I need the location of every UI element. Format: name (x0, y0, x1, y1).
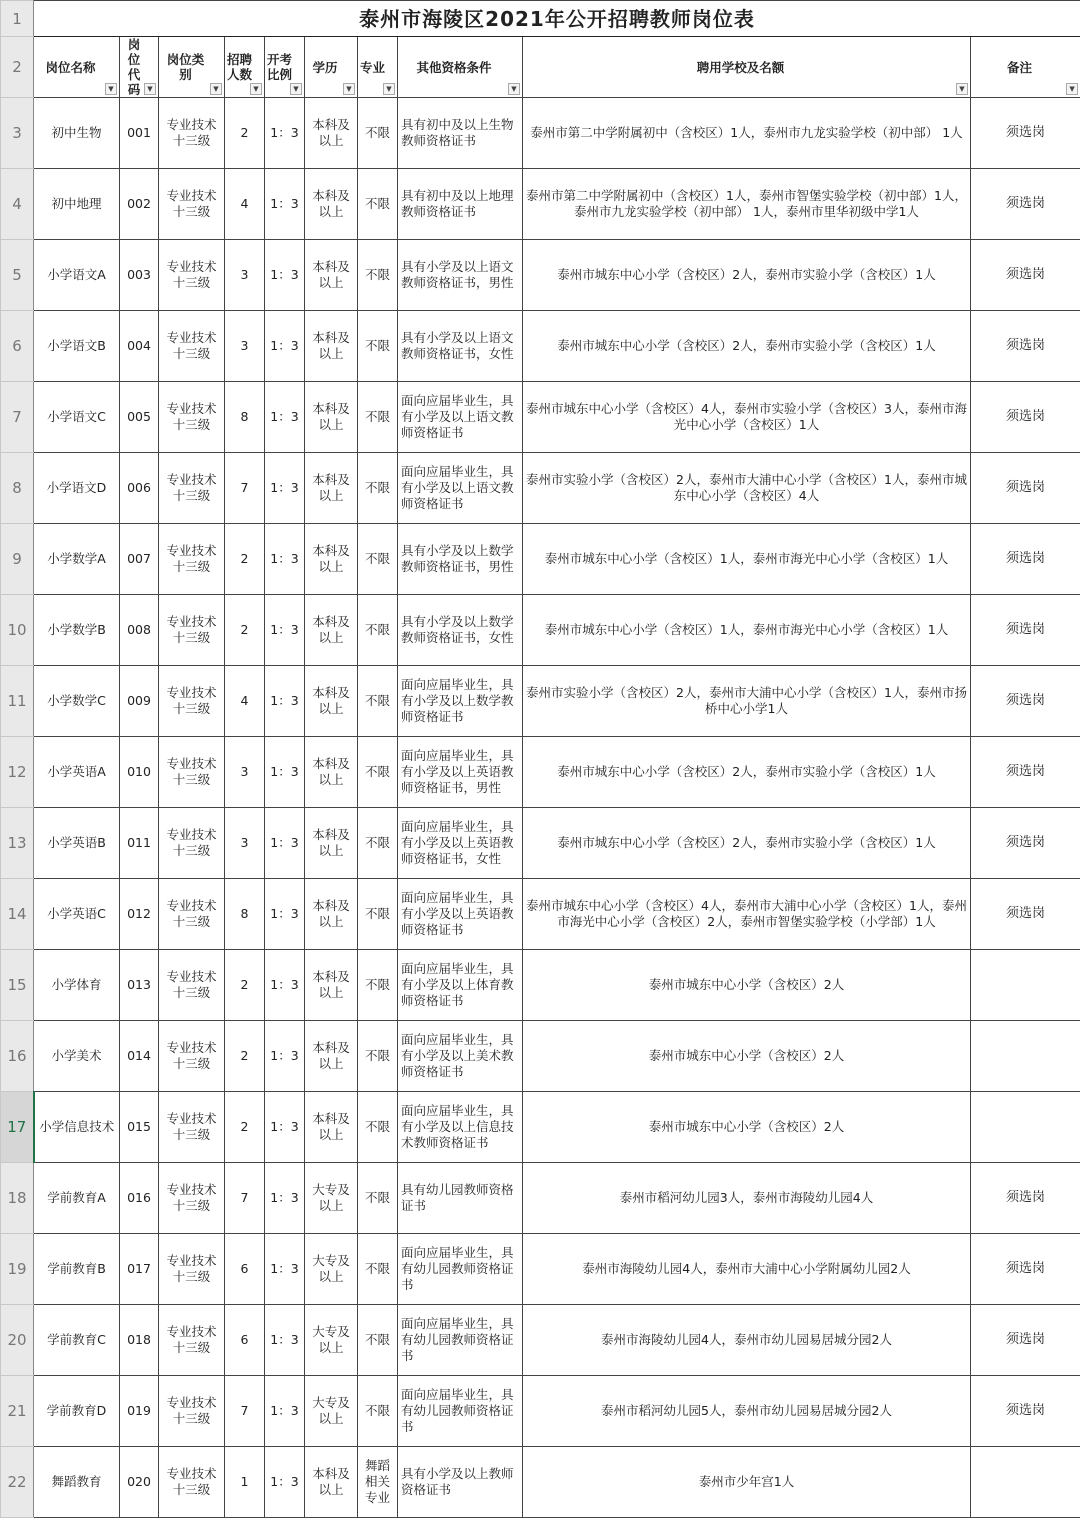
cell-recruit-count[interactable]: 6 (225, 1234, 265, 1305)
cell-exam-ratio[interactable]: 1：3 (265, 311, 305, 382)
cell-schools[interactable]: 泰州市城东中心小学（含校区）4人，泰州市实验小学（含校区）3人，泰州市海光中心小学（含校区）1人 (523, 382, 971, 453)
table-row (1, 382, 1080, 453)
header-count-label: 招聘人数 (227, 52, 253, 82)
cell-major[interactable]: 不限 (358, 169, 398, 240)
cell-schools[interactable]: 泰州市城东中心小学（含校区）2人 (523, 1092, 971, 1163)
cell-major[interactable]: 不限 (358, 453, 398, 524)
cell-position-name[interactable]: 小学英语B (34, 808, 120, 879)
cell-schools[interactable]: 泰州市少年宫1人 (523, 1447, 971, 1518)
cell-note[interactable]: 须选岗 (971, 311, 1080, 382)
table-row (1, 1092, 1080, 1163)
row-number[interactable]: 7 (1, 382, 34, 453)
filter-dropdown-icon[interactable]: ▼ (290, 83, 302, 95)
cell-exam-ratio[interactable]: 1：3 (265, 98, 305, 169)
cell-position-name[interactable]: 小学语文D (34, 453, 120, 524)
row-number[interactable]: 1 (1, 1, 34, 37)
table-row (1, 169, 1080, 240)
cell-education[interactable]: 大专及以上 (305, 1163, 358, 1234)
cell-conditions[interactable]: 具有小学及以上教师资格证书 (398, 1447, 523, 1518)
cell-position-code[interactable]: 018 (120, 1305, 159, 1376)
cell-position-code[interactable]: 011 (120, 808, 159, 879)
header-note[interactable] (971, 37, 1080, 98)
cell-position-code[interactable]: 006 (120, 453, 159, 524)
cell-position-name[interactable]: 小学英语C (34, 879, 120, 950)
cell-position-category[interactable]: 专业技术十三级 (159, 1447, 225, 1518)
cell-position-code[interactable]: 007 (120, 524, 159, 595)
cell-exam-ratio[interactable]: 1：3 (265, 524, 305, 595)
cell-note[interactable] (971, 1092, 1080, 1163)
cell-position-category[interactable]: 专业技术十三级 (159, 950, 225, 1021)
cell-education[interactable]: 大专及以上 (305, 1234, 358, 1305)
cell-position-name[interactable]: 学前教育A (34, 1163, 120, 1234)
cell-position-category[interactable]: 专业技术十三级 (159, 595, 225, 666)
cell-schools[interactable]: 泰州市城东中心小学（含校区）2人 (523, 1021, 971, 1092)
table-row (1, 1376, 1080, 1447)
header-count[interactable] (225, 37, 265, 98)
cell-conditions[interactable]: 面向应届毕业生，具有幼儿园教师资格证书 (398, 1376, 523, 1447)
filter-dropdown-icon[interactable]: ▼ (956, 83, 968, 95)
header-conditions-label: 其他资格条件 (416, 59, 492, 75)
cell-education[interactable]: 本科及以上 (305, 453, 358, 524)
table-row (1, 1305, 1080, 1376)
cell-position-category[interactable]: 专业技术十三级 (159, 808, 225, 879)
table-row (1, 311, 1080, 382)
cell-position-category[interactable]: 专业技术十三级 (159, 1021, 225, 1092)
cell-schools[interactable]: 泰州市海陵幼儿园4人，泰州市大浦中心小学附属幼儿园2人 (523, 1234, 971, 1305)
cell-position-code[interactable]: 012 (120, 879, 159, 950)
cell-schools[interactable]: 泰州市海陵幼儿园4人，泰州市幼儿园易居城分园2人 (523, 1305, 971, 1376)
cell-conditions[interactable]: 面向应届毕业生，具有小学及以上体育教师资格证书 (398, 950, 523, 1021)
cell-major[interactable]: 不限 (358, 808, 398, 879)
cell-note[interactable]: 须选岗 (971, 737, 1080, 808)
cell-recruit-count[interactable]: 8 (225, 382, 265, 453)
cell-recruit-count[interactable]: 3 (225, 240, 265, 311)
row-number[interactable]: 12 (1, 737, 34, 808)
cell-position-name[interactable]: 小学体育 (34, 950, 120, 1021)
cell-major[interactable]: 不限 (358, 1305, 398, 1376)
header-category[interactable] (159, 37, 225, 98)
cell-position-name[interactable]: 小学数学A (34, 524, 120, 595)
row-number[interactable]: 8 (1, 453, 34, 524)
cell-position-category[interactable]: 专业技术十三级 (159, 524, 225, 595)
cell-note[interactable]: 须选岗 (971, 98, 1080, 169)
cell-exam-ratio[interactable]: 1：3 (265, 169, 305, 240)
row-number[interactable]: 19 (1, 1234, 34, 1305)
cell-position-code[interactable]: 019 (120, 1376, 159, 1447)
cell-major[interactable]: 不限 (358, 950, 398, 1021)
cell-major[interactable]: 不限 (358, 1234, 398, 1305)
cell-education[interactable]: 本科及以上 (305, 1021, 358, 1092)
cell-position-code[interactable]: 010 (120, 737, 159, 808)
row-number[interactable]: 16 (1, 1021, 34, 1092)
cell-conditions[interactable]: 具有小学及以上语文教师资格证书，男性 (398, 240, 523, 311)
cell-major[interactable]: 不限 (358, 595, 398, 666)
cell-position-category[interactable]: 专业技术十三级 (159, 169, 225, 240)
cell-position-category[interactable]: 专业技术十三级 (159, 879, 225, 950)
cell-education[interactable]: 本科及以上 (305, 382, 358, 453)
cell-exam-ratio[interactable]: 1：3 (265, 1163, 305, 1234)
cell-major[interactable]: 不限 (358, 1376, 398, 1447)
cell-recruit-count[interactable]: 2 (225, 950, 265, 1021)
row-number[interactable]: 18 (1, 1163, 34, 1234)
cell-education[interactable]: 本科及以上 (305, 311, 358, 382)
cell-position-category[interactable]: 专业技术十三级 (159, 1305, 225, 1376)
cell-recruit-count[interactable]: 2 (225, 524, 265, 595)
header-major[interactable] (358, 37, 398, 98)
header-code-label: 岗位代码 (127, 37, 141, 97)
cell-recruit-count[interactable]: 7 (225, 1163, 265, 1234)
cell-position-category[interactable]: 专业技术十三级 (159, 1092, 225, 1163)
cell-note[interactable]: 须选岗 (971, 382, 1080, 453)
table-row (1, 595, 1080, 666)
cell-position-category[interactable]: 专业技术十三级 (159, 737, 225, 808)
cell-recruit-count[interactable]: 4 (225, 169, 265, 240)
row-number[interactable]: 10 (1, 595, 34, 666)
row-number[interactable]: 2 (1, 37, 34, 98)
cell-position-name[interactable]: 小学信息技术 (34, 1092, 120, 1163)
table-row (1, 666, 1080, 737)
cell-conditions[interactable]: 具有初中及以上地理教师资格证书 (398, 169, 523, 240)
cell-position-name[interactable]: 初中地理 (34, 169, 120, 240)
title-row (1, 1, 1080, 37)
row-number[interactable]: 21 (1, 1376, 34, 1447)
cell-education[interactable]: 本科及以上 (305, 98, 358, 169)
row-number[interactable]: 4 (1, 169, 34, 240)
cell-position-name[interactable]: 小学英语A (34, 737, 120, 808)
cell-major[interactable]: 不限 (358, 737, 398, 808)
cell-education[interactable]: 本科及以上 (305, 666, 358, 737)
row-number[interactable]: 11 (1, 666, 34, 737)
header-code[interactable] (120, 37, 159, 98)
header-name[interactable] (34, 37, 120, 98)
cell-position-name[interactable]: 初中生物 (34, 98, 120, 169)
cell-note[interactable]: 须选岗 (971, 240, 1080, 311)
cell-position-category[interactable]: 专业技术十三级 (159, 453, 225, 524)
sheet-title[interactable]: 泰州市海陵区2021年公开招聘教师岗位表 (34, 1, 1080, 37)
cell-recruit-count[interactable]: 2 (225, 1021, 265, 1092)
table-row (1, 453, 1080, 524)
cell-note[interactable] (971, 950, 1080, 1021)
table-row (1, 808, 1080, 879)
cell-position-code[interactable]: 013 (120, 950, 159, 1021)
cell-position-category[interactable]: 专业技术十三级 (159, 382, 225, 453)
cell-education[interactable]: 本科及以上 (305, 1447, 358, 1518)
cell-note[interactable]: 须选岗 (971, 879, 1080, 950)
table-row (1, 524, 1080, 595)
cell-schools[interactable]: 泰州市稻河幼儿园5人，泰州市幼儿园易居城分园2人 (523, 1376, 971, 1447)
cell-position-code[interactable]: 016 (120, 1163, 159, 1234)
cell-recruit-count[interactable]: 2 (225, 1092, 265, 1163)
cell-conditions[interactable]: 面向应届毕业生，具有幼儿园教师资格证书 (398, 1305, 523, 1376)
cell-recruit-count[interactable]: 3 (225, 311, 265, 382)
row-number[interactable]: 14 (1, 879, 34, 950)
cell-recruit-count[interactable]: 3 (225, 737, 265, 808)
cell-exam-ratio[interactable]: 1：3 (265, 879, 305, 950)
cell-recruit-count[interactable]: 6 (225, 1305, 265, 1376)
cell-conditions[interactable]: 面向应届毕业生，具有幼儿园教师资格证书 (398, 1234, 523, 1305)
cell-conditions[interactable]: 面向应届毕业生，具有小学及以上信息技术教师资格证书 (398, 1092, 523, 1163)
cell-note[interactable]: 须选岗 (971, 595, 1080, 666)
cell-conditions[interactable]: 面向应届毕业生，具有小学及以上数学教师资格证书 (398, 666, 523, 737)
table-row (1, 98, 1080, 169)
cell-schools[interactable]: 泰州市实验小学（含校区）2人，泰州市大浦中心小学（含校区）1人，泰州市城东中心小学（含校区）4人 (523, 453, 971, 524)
cell-major[interactable]: 不限 (358, 98, 398, 169)
cell-major[interactable]: 不限 (358, 666, 398, 737)
cell-major[interactable]: 不限 (358, 1163, 398, 1234)
cell-recruit-count[interactable]: 2 (225, 595, 265, 666)
cell-note[interactable]: 须选岗 (971, 666, 1080, 737)
cell-position-code[interactable]: 015 (120, 1092, 159, 1163)
row-number[interactable]: 5 (1, 240, 34, 311)
cell-position-code[interactable]: 003 (120, 240, 159, 311)
cell-position-name[interactable]: 学前教育B (34, 1234, 120, 1305)
cell-education[interactable]: 本科及以上 (305, 240, 358, 311)
cell-conditions[interactable]: 面向应届毕业生，具有小学及以上美术教师资格证书 (398, 1021, 523, 1092)
cell-schools[interactable]: 泰州市第二中学附属初中（含校区）1人，泰州市智堡实验学校（初中部）1人，泰州市九龙实验学校（初中部） 1人，泰州市里华初级中学1人 (523, 169, 971, 240)
filter-dropdown-icon[interactable]: ▼ (210, 83, 222, 95)
table-row (1, 240, 1080, 311)
cell-exam-ratio[interactable]: 1：3 (265, 950, 305, 1021)
filter-dropdown-icon[interactable]: ▼ (144, 83, 156, 95)
cell-education[interactable]: 大专及以上 (305, 1305, 358, 1376)
cell-position-name[interactable]: 小学数学C (34, 666, 120, 737)
cell-schools[interactable]: 泰州市城东中心小学（含校区）1人，泰州市海光中心小学（含校区）1人 (523, 524, 971, 595)
cell-exam-ratio[interactable]: 1：3 (265, 240, 305, 311)
header-schools[interactable] (523, 37, 971, 98)
header-conditions[interactable] (398, 37, 523, 98)
cell-exam-ratio[interactable]: 1：3 (265, 1447, 305, 1518)
cell-recruit-count[interactable]: 8 (225, 879, 265, 950)
cell-recruit-count[interactable]: 4 (225, 666, 265, 737)
cell-education[interactable]: 本科及以上 (305, 879, 358, 950)
cell-position-name[interactable]: 小学美术 (34, 1021, 120, 1092)
cell-position-code[interactable]: 002 (120, 169, 159, 240)
cell-position-name[interactable]: 小学数学B (34, 595, 120, 666)
cell-conditions[interactable]: 具有初中及以上生物教师资格证书 (398, 98, 523, 169)
cell-conditions[interactable]: 具有小学及以上数学教师资格证书，男性 (398, 524, 523, 595)
row-number[interactable]: 15 (1, 950, 34, 1021)
header-education[interactable] (305, 37, 358, 98)
cell-education[interactable]: 大专及以上 (305, 1376, 358, 1447)
cell-exam-ratio[interactable]: 1：3 (265, 382, 305, 453)
cell-education[interactable]: 本科及以上 (305, 169, 358, 240)
cell-position-code[interactable]: 008 (120, 595, 159, 666)
cell-major[interactable]: 不限 (358, 1092, 398, 1163)
cell-major[interactable]: 不限 (358, 311, 398, 382)
cell-position-category[interactable]: 专业技术十三级 (159, 666, 225, 737)
cell-position-code[interactable]: 004 (120, 311, 159, 382)
cell-exam-ratio[interactable]: 1：3 (265, 1376, 305, 1447)
table-row (1, 1021, 1080, 1092)
cell-schools[interactable]: 泰州市城东中心小学（含校区）2人，泰州市实验小学（含校区）1人 (523, 737, 971, 808)
cell-exam-ratio[interactable]: 1：3 (265, 1305, 305, 1376)
cell-exam-ratio[interactable]: 1：3 (265, 595, 305, 666)
cell-major[interactable]: 不限 (358, 382, 398, 453)
table-row (1, 1234, 1080, 1305)
cell-recruit-count[interactable]: 2 (225, 98, 265, 169)
cell-note[interactable] (971, 1447, 1080, 1518)
cell-recruit-count[interactable]: 7 (225, 453, 265, 524)
header-note-label: 备注 (1007, 59, 1033, 75)
row-number[interactable]: 17 (1, 1092, 34, 1163)
row-number[interactable]: 13 (1, 808, 34, 879)
cell-position-category[interactable]: 专业技术十三级 (159, 311, 225, 382)
cell-position-category[interactable]: 专业技术十三级 (159, 1163, 225, 1234)
header-row (1, 37, 1080, 98)
row-number[interactable]: 6 (1, 311, 34, 382)
cell-position-category[interactable]: 专业技术十三级 (159, 98, 225, 169)
cell-schools[interactable]: 泰州市稻河幼儿园3人，泰州市海陵幼儿园4人 (523, 1163, 971, 1234)
header-education-label: 学历 (312, 59, 338, 75)
filter-dropdown-icon[interactable]: ▼ (250, 83, 262, 95)
cell-position-category[interactable]: 专业技术十三级 (159, 1234, 225, 1305)
cell-note[interactable]: 须选岗 (971, 453, 1080, 524)
cell-schools[interactable]: 泰州市实验小学（含校区）2人，泰州市大浦中心小学（含校区）1人，泰州市扬桥中心小学1人 (523, 666, 971, 737)
cell-conditions[interactable]: 面向应届毕业生，具有小学及以上语文教师资格证书 (398, 453, 523, 524)
header-major-label: 专业 (360, 59, 386, 75)
cell-position-name[interactable]: 小学语文A (34, 240, 120, 311)
cell-position-code[interactable]: 017 (120, 1234, 159, 1305)
cell-exam-ratio[interactable]: 1：3 (265, 808, 305, 879)
cell-conditions[interactable]: 面向应届毕业生，具有小学及以上英语教师资格证书，男性 (398, 737, 523, 808)
cell-position-name[interactable]: 舞蹈教育 (34, 1447, 120, 1518)
cell-education[interactable]: 本科及以上 (305, 1092, 358, 1163)
cell-conditions[interactable]: 具有小学及以上语文教师资格证书，女性 (398, 311, 523, 382)
table-row (1, 950, 1080, 1021)
cell-major[interactable]: 舞蹈相关专业 (358, 1447, 398, 1518)
cell-major[interactable]: 不限 (358, 1021, 398, 1092)
table-row (1, 1163, 1080, 1234)
cell-position-name[interactable]: 学前教育D (34, 1376, 120, 1447)
header-ratio[interactable] (265, 37, 305, 98)
cell-conditions[interactable]: 具有小学及以上数学教师资格证书，女性 (398, 595, 523, 666)
filter-dropdown-icon[interactable]: ▼ (383, 83, 395, 95)
table-row (1, 737, 1080, 808)
cell-education[interactable]: 本科及以上 (305, 737, 358, 808)
cell-education[interactable]: 本科及以上 (305, 950, 358, 1021)
cell-education[interactable]: 本科及以上 (305, 808, 358, 879)
cell-exam-ratio[interactable]: 1：3 (265, 737, 305, 808)
row-number[interactable]: 9 (1, 524, 34, 595)
cell-note[interactable]: 须选岗 (971, 524, 1080, 595)
cell-schools[interactable]: 泰州市城东中心小学（含校区）2人 (523, 950, 971, 1021)
cell-position-code[interactable]: 005 (120, 382, 159, 453)
cell-recruit-count[interactable]: 7 (225, 1376, 265, 1447)
cell-schools[interactable]: 泰州市城东中心小学（含校区）2人，泰州市实验小学（含校区）1人 (523, 311, 971, 382)
cell-schools[interactable]: 泰州市第二中学附属初中（含校区）1人，泰州市九龙实验学校（初中部） 1人 (523, 98, 971, 169)
cell-exam-ratio[interactable]: 1：3 (265, 1092, 305, 1163)
cell-major[interactable]: 不限 (358, 524, 398, 595)
cell-schools[interactable]: 泰州市城东中心小学（含校区）4人，泰州市大浦中心小学（含校区）1人，泰州市海光中心小学（含校区）2人，泰州市智堡实验学校（小学部）1人 (523, 879, 971, 950)
cell-conditions[interactable]: 面向应届毕业生，具有小学及以上英语教师资格证书 (398, 879, 523, 950)
row-number[interactable]: 20 (1, 1305, 34, 1376)
table-row (1, 1447, 1080, 1518)
cell-position-name[interactable]: 小学语文C (34, 382, 120, 453)
cell-note[interactable]: 须选岗 (971, 1376, 1080, 1447)
cell-position-name[interactable]: 小学语文B (34, 311, 120, 382)
cell-education[interactable]: 本科及以上 (305, 524, 358, 595)
cell-note[interactable]: 须选岗 (971, 1234, 1080, 1305)
cell-note[interactable] (971, 1021, 1080, 1092)
cell-position-code[interactable]: 009 (120, 666, 159, 737)
cell-schools[interactable]: 泰州市城东中心小学（含校区）2人，泰州市实验小学（含校区）1人 (523, 240, 971, 311)
header-ratio-label: 开考比例 (267, 52, 293, 82)
cell-schools[interactable]: 泰州市城东中心小学（含校区）1人，泰州市海光中心小学（含校区）1人 (523, 595, 971, 666)
filter-dropdown-icon[interactable]: ▼ (105, 83, 117, 95)
cell-exam-ratio[interactable]: 1：3 (265, 453, 305, 524)
cell-exam-ratio[interactable]: 1：3 (265, 1021, 305, 1092)
filter-dropdown-icon[interactable]: ▼ (1066, 83, 1078, 95)
cell-recruit-count[interactable]: 3 (225, 808, 265, 879)
cell-note[interactable]: 须选岗 (971, 808, 1080, 879)
header-name-label: 岗位名称 (45, 59, 96, 75)
cell-exam-ratio[interactable]: 1：3 (265, 1234, 305, 1305)
cell-position-code[interactable]: 020 (120, 1447, 159, 1518)
cell-note[interactable]: 须选岗 (971, 1305, 1080, 1376)
cell-position-code[interactable]: 001 (120, 98, 159, 169)
header-category-label: 岗位类别 (166, 52, 205, 82)
cell-major[interactable]: 不限 (358, 879, 398, 950)
header-schools-label: 聘用学校及名额 (696, 59, 785, 75)
table-row (1, 879, 1080, 950)
filter-dropdown-icon[interactable]: ▼ (508, 83, 520, 95)
cell-note[interactable]: 须选岗 (971, 1163, 1080, 1234)
cell-position-code[interactable]: 014 (120, 1021, 159, 1092)
cell-schools[interactable]: 泰州市城东中心小学（含校区）2人，泰州市实验小学（含校区）1人 (523, 808, 971, 879)
cell-position-category[interactable]: 专业技术十三级 (159, 240, 225, 311)
row-number[interactable]: 3 (1, 98, 34, 169)
filter-dropdown-icon[interactable]: ▼ (343, 83, 355, 95)
cell-recruit-count[interactable]: 1 (225, 1447, 265, 1518)
cell-conditions[interactable]: 面向应届毕业生，具有小学及以上语文教师资格证书 (398, 382, 523, 453)
cell-position-category[interactable]: 专业技术十三级 (159, 1376, 225, 1447)
cell-major[interactable]: 不限 (358, 240, 398, 311)
cell-position-name[interactable]: 学前教育C (34, 1305, 120, 1376)
cell-conditions[interactable]: 具有幼儿园教师资格证书 (398, 1163, 523, 1234)
row-number[interactable]: 22 (1, 1447, 34, 1518)
cell-education[interactable]: 本科及以上 (305, 595, 358, 666)
cell-conditions[interactable]: 面向应届毕业生，具有小学及以上英语教师资格证书，女性 (398, 808, 523, 879)
cell-exam-ratio[interactable]: 1：3 (265, 666, 305, 737)
cell-note[interactable]: 须选岗 (971, 169, 1080, 240)
